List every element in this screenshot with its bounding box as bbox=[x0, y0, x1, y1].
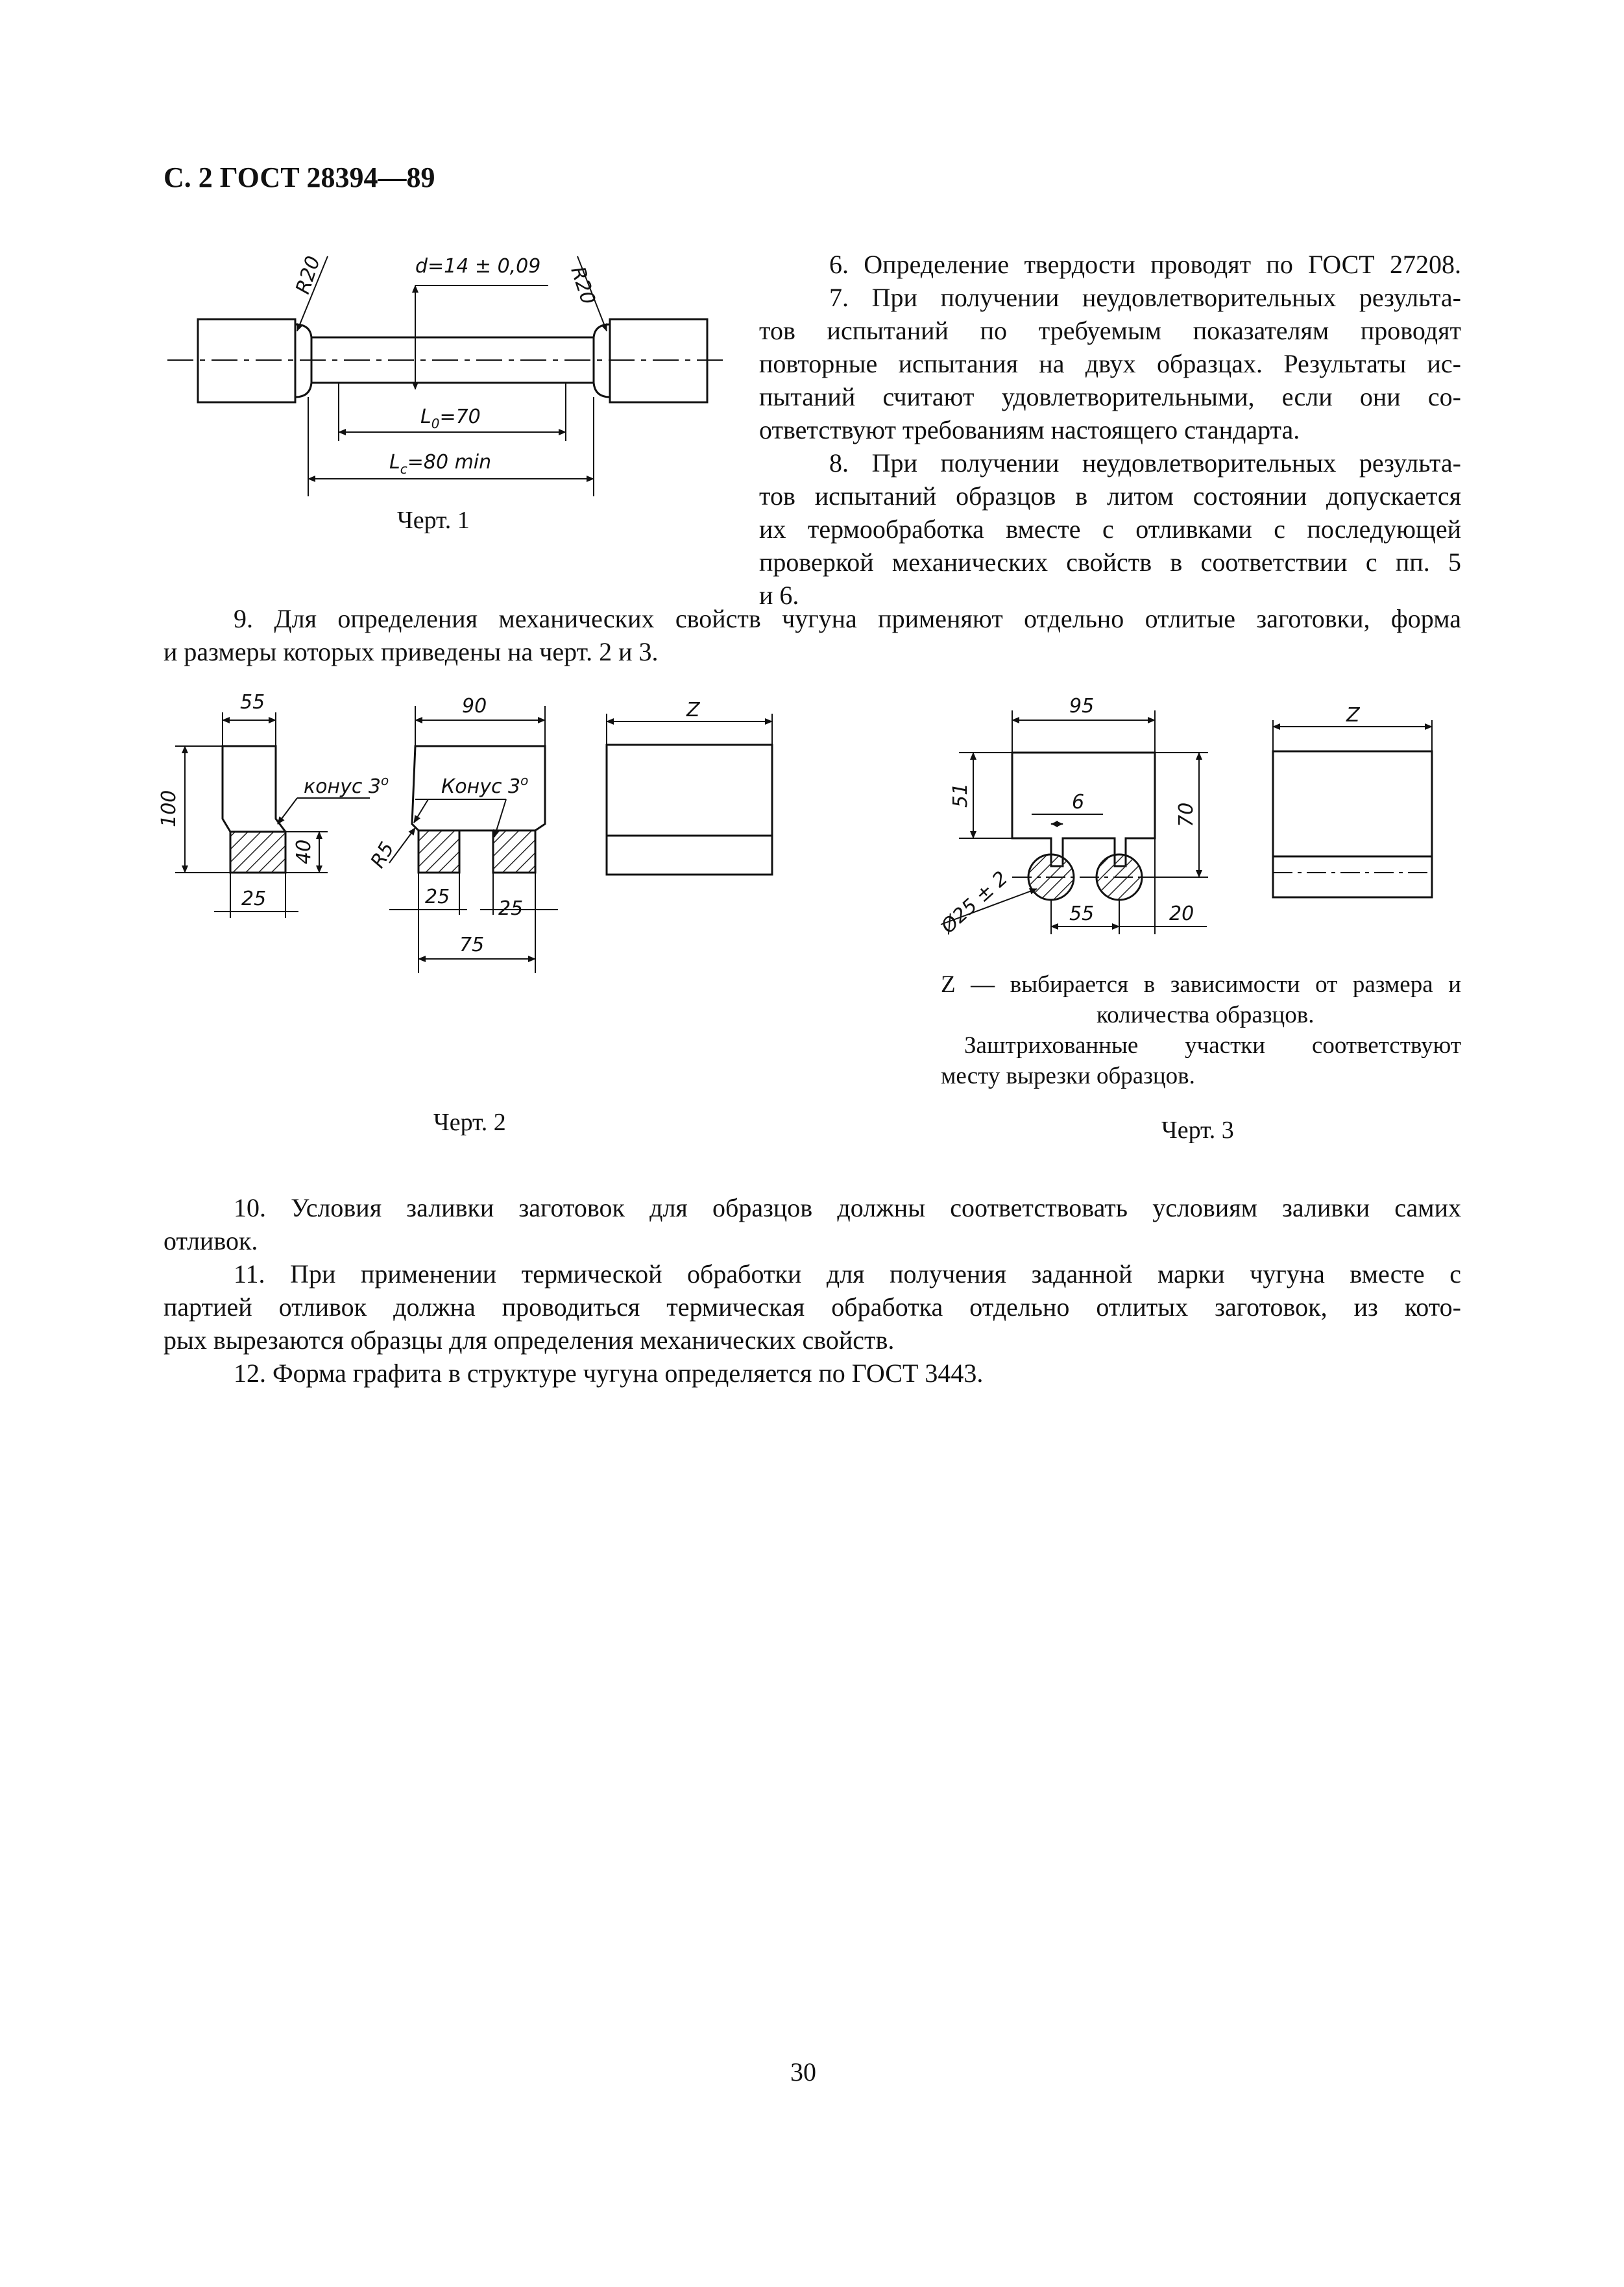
diameter-25-label: Ø25 ± 2 bbox=[936, 867, 1013, 938]
width-55-label: 55 bbox=[240, 691, 265, 714]
height-100-label: 100 bbox=[158, 790, 180, 827]
radius-left-label: R20 bbox=[291, 253, 325, 297]
diameter-label: d=14 ± 0,09 bbox=[415, 255, 541, 278]
text-line: 11. При применении термической обработки для получения заданной марки чугуна вместе с bbox=[234, 1259, 1461, 1289]
fig2-labels-a bbox=[158, 691, 389, 910]
base-25-label: 25 bbox=[241, 888, 267, 910]
fig3-side-view bbox=[1273, 720, 1432, 897]
text-line: повторные испытания на двух образцах. Результаты ис- bbox=[759, 349, 1461, 378]
dist-20-label: 20 bbox=[1169, 902, 1194, 925]
text-line: и 6. bbox=[759, 581, 799, 610]
width-90-label: 90 bbox=[462, 695, 487, 718]
cone-label-2: Конус 3$^o$ bbox=[441, 773, 529, 798]
text-line: партией отливок должна проводиться термическая обработка отдельно отлитых заготовок, из кото- bbox=[164, 1292, 1461, 1322]
gauge-length-label: $L_0=70$ bbox=[420, 405, 481, 431]
radius-right-label: R20 bbox=[566, 263, 600, 308]
text-line: тов испытаний образцов в литом состоянии допускается bbox=[759, 481, 1461, 511]
note-line: Z — выбирается в зависимости от размера и bbox=[941, 971, 1461, 998]
parallel-length-label: $L_c=80$ min bbox=[389, 451, 492, 477]
text-line: 8. При получении неудовлетворительных результа- bbox=[829, 448, 1461, 478]
fig2-labels-b bbox=[367, 695, 529, 956]
cut-25-label-1: 25 bbox=[425, 886, 450, 908]
width-75-label: 75 bbox=[459, 934, 485, 956]
page-number: 30 bbox=[790, 2057, 816, 2087]
radius-5-label: R5 bbox=[366, 838, 399, 872]
width-95-label: 95 bbox=[1069, 695, 1095, 718]
text-line: 6. Определение твердости проводят по ГОСТ 27208. bbox=[829, 250, 1461, 279]
z-label-fig3: Z bbox=[1346, 704, 1360, 727]
note-line: Заштрихованные участки соответствуют bbox=[964, 1032, 1461, 1059]
fig3-labels bbox=[936, 695, 1198, 939]
cut-25-label-2: 25 bbox=[498, 897, 524, 920]
height-70-label: 70 bbox=[1175, 802, 1198, 827]
text-line: пытаний считают удовлетворительными, если они со- bbox=[759, 382, 1461, 411]
height-51-label: 51 bbox=[949, 782, 972, 808]
note-line: количества образцов. bbox=[1097, 1002, 1315, 1028]
text-line: рых вырезаются образцы для определения механических свойств. bbox=[164, 1325, 895, 1355]
fig1-caption: Черт. 1 bbox=[397, 507, 470, 534]
text-line: тов испытаний по требуемым показателям проводят bbox=[759, 316, 1461, 345]
dist-55-label: 55 bbox=[1069, 902, 1095, 925]
page-header: С. 2 ГОСТ 28394—89 bbox=[164, 162, 435, 193]
text-line: 7. При получении неудовлетворительных результа- bbox=[829, 283, 1461, 312]
text-line: и размеры которых приведены на черт. 2 и 3. bbox=[164, 637, 659, 666]
fig1-labels bbox=[291, 254, 600, 477]
fig2-side-view bbox=[607, 714, 772, 875]
fig3-caption: Черт. 3 bbox=[1161, 1117, 1234, 1144]
cone-label-1: конус 3$^o$ bbox=[304, 773, 389, 798]
fig2-drawing-a bbox=[175, 712, 370, 918]
height-40-label: 40 bbox=[293, 839, 315, 864]
note-line: месту вырезки образцов. bbox=[941, 1063, 1195, 1089]
text-line: проверкой механических свойств в соответствии с пп. 5 bbox=[759, 548, 1461, 577]
text-line: 10. Условия заливки заготовок для образцов должны соответствовать условиям заливки самих bbox=[234, 1193, 1461, 1222]
fig2-caption: Черт. 2 bbox=[433, 1109, 506, 1136]
text-line: 9. Для определения механических свойств чугуна применяют отдельно отлитые заготовки, форма bbox=[234, 604, 1461, 633]
text-line: 12. Форма графита в структуре чугуна определяется по ГОСТ 3443. bbox=[234, 1359, 984, 1388]
z-label-fig2: Z bbox=[686, 699, 700, 721]
text-line: отливок. bbox=[164, 1226, 258, 1255]
gap-6-label: 6 bbox=[1072, 791, 1085, 814]
text-line: ответствуют требованиям настоящего стандарта. bbox=[759, 415, 1300, 444]
text-line: их термообработка вместе с отливками с последующей bbox=[759, 514, 1461, 544]
